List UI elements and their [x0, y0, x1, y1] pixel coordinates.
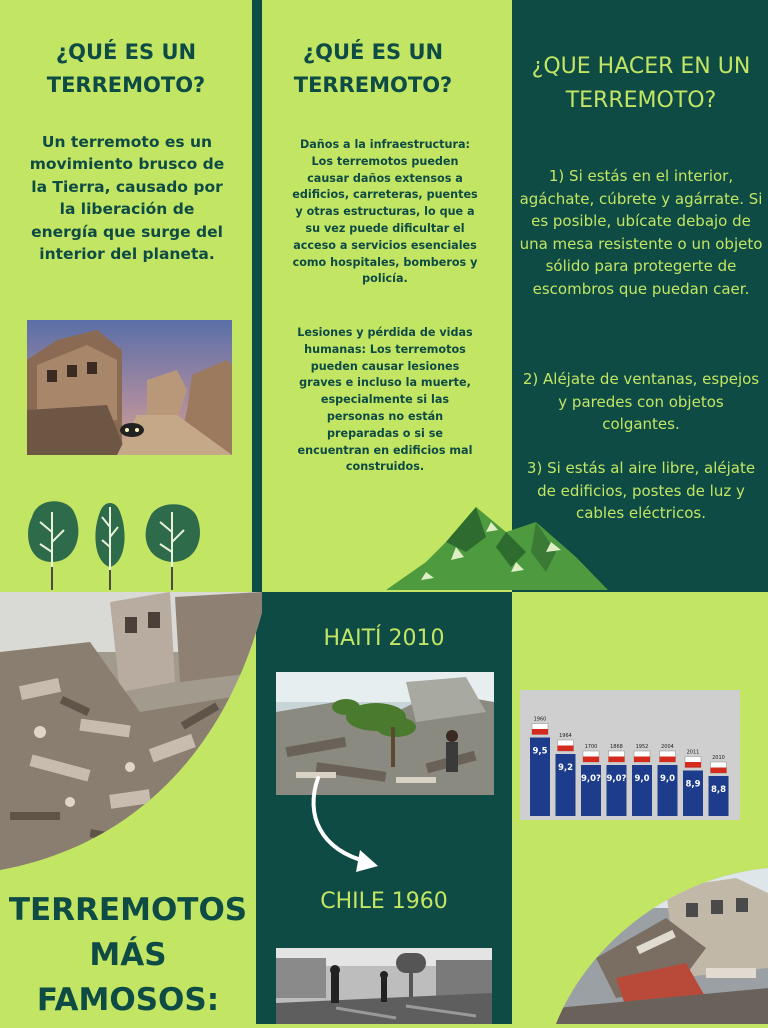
rubble-photo [0, 592, 262, 872]
magnitude-bar [658, 765, 678, 816]
col2-title: ¿QUÉ ES UN TERREMOTO? [293, 40, 453, 97]
tip-3-text: 3) Si estás al aire libre, aléjate de edificios, postes de luz y cables eléctricos. [526, 459, 756, 522]
year-label: 2010 [712, 755, 725, 761]
year-label: 1700 [584, 744, 598, 750]
col2-injury-text: Lesiones y pérdida de vidas humanas: Los terremotos pueden causar lesiones graves e incluso la muerte, especialmente si las personas no están preparadas o si se encuentran en edificios mal construidos. [297, 326, 473, 474]
col-divider [252, 0, 262, 592]
tip-1-text: 1) Si estás en el interior, agáchate, cúbrete y agárrate. Si es posible, ubícate debajo de una mesa resistente o un objeto sólido para protegerte de escombros que puedan caer. [519, 167, 763, 298]
magnitude-value: 9,0? [581, 774, 601, 784]
arrow-icon [300, 770, 390, 880]
magnitude-bar [581, 765, 601, 816]
damaged-buildings-photo [556, 868, 768, 1024]
col3-title: ¿QUE HACER EN UN TERREMOTO? [531, 54, 751, 114]
magnitude-bar [683, 771, 703, 817]
col1-body: Un terremoto es un movimiento brusco de la Tierra, causado por la liberación de energía que surge del interior del planeta. [29, 133, 225, 264]
magnitude-value: 9,5 [532, 746, 548, 757]
chile-photo [276, 948, 492, 1024]
year-label: 1868 [610, 744, 623, 750]
ruined-street-photo [27, 320, 232, 455]
magnitude-bar [632, 765, 652, 816]
year-label: 2004 [661, 744, 674, 750]
col2-damage-text: Daños a la infraestructura: Los terremotos pueden causar daños extensos a edificios, carreteras, puentes y otras estructuras, lo que a su vez puede dificultar el acceso a servicios esenciales como hospitales, bomberos y policía. [292, 138, 478, 286]
magnitude-value: 9,0? [606, 774, 627, 784]
magnitude-value: 9,0 [634, 774, 650, 784]
magnitude-value: 9,0 [659, 774, 676, 784]
tree-illustrations [22, 492, 222, 592]
year-label: 1960 [533, 716, 547, 723]
year-label: 2011 [686, 749, 700, 756]
magnitude-value: 8,8 [710, 785, 727, 795]
magnitude-bar [709, 776, 729, 816]
famous-earthquakes-title: TERREMOTOS MÁS FAMOSOS: [8, 892, 248, 1018]
year-label: 1964 [559, 733, 572, 739]
year-label: 1952 [635, 744, 649, 750]
haiti-2010-label: HAITÍ 2010 [323, 626, 445, 651]
chile-1960-label: CHILE 1960 [320, 889, 448, 914]
magnitude-bar [607, 765, 627, 816]
magnitude-value: 9,2 [557, 763, 574, 773]
col1-title: ¿QUÉ ES UN TERREMOTO? [46, 40, 206, 97]
magnitude-chart [520, 690, 740, 820]
magnitude-value: 8,9 [685, 779, 701, 790]
tip-2-text: 2) Aléjate de ventanas, espejos y paredes con objetos colgantes. [522, 370, 760, 433]
